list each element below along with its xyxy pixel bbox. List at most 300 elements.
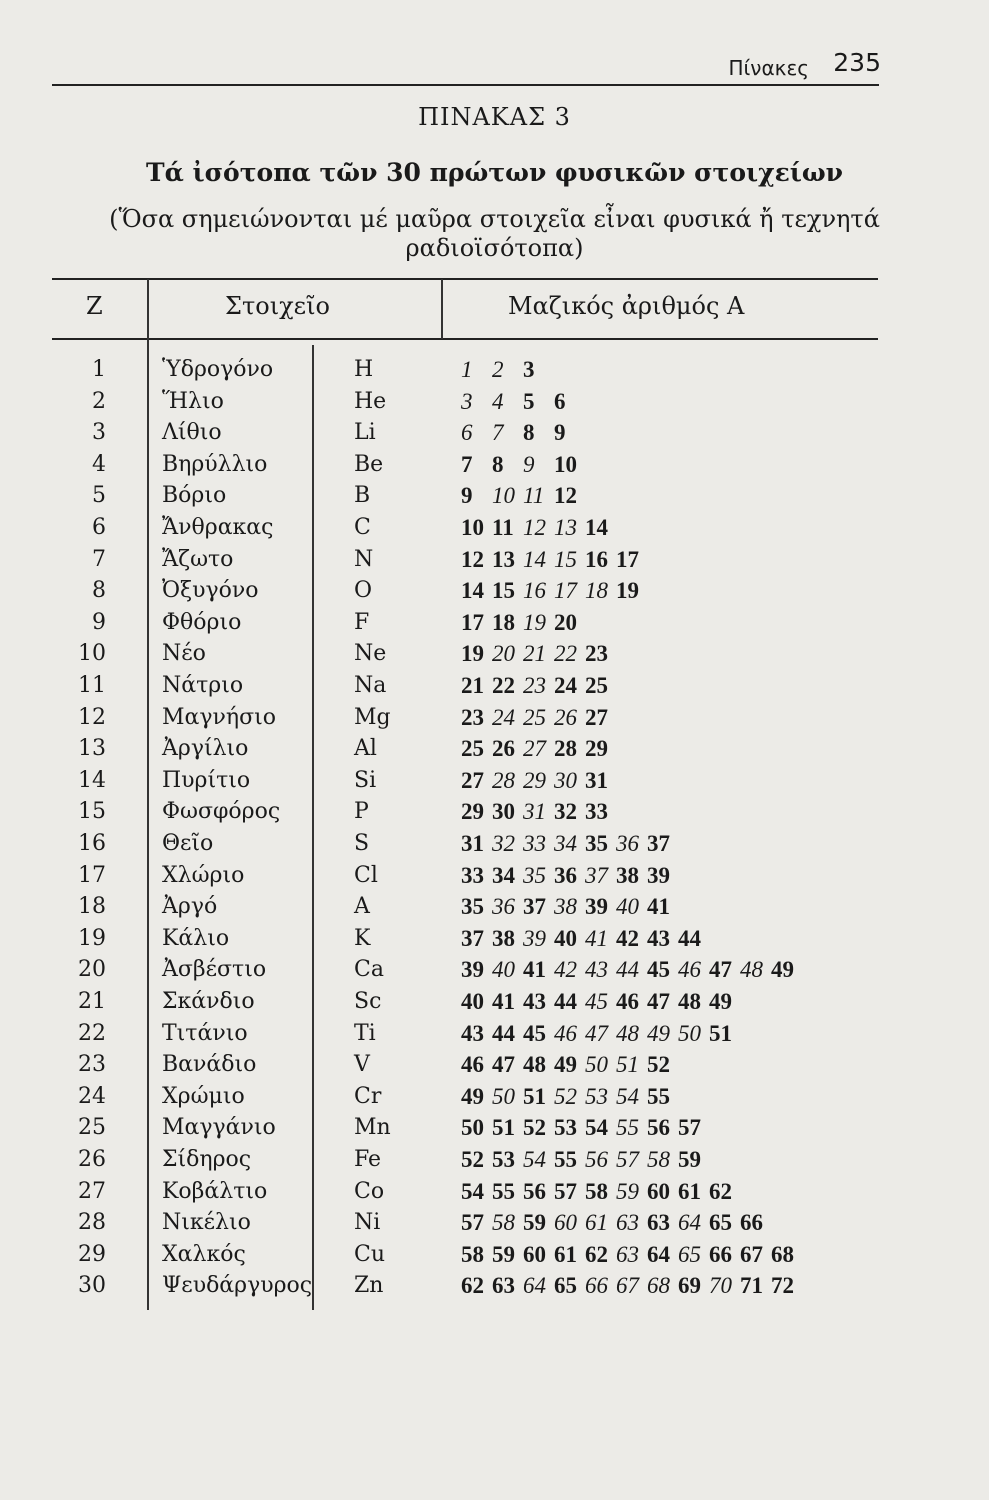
mass-number-bold: 68 [771, 1241, 794, 1267]
mass-number-bold: 66 [740, 1210, 763, 1236]
mass-number-italic: 58 [647, 1147, 670, 1172]
mass-numbers [461, 576, 647, 607]
element-name: Ψευδάργυρος [162, 1273, 313, 1299]
mass-number-bold: 62 [709, 1178, 732, 1204]
mass-number-bold: 51 [492, 1115, 515, 1141]
element-symbol: He [354, 388, 387, 414]
mass-number-bold: 44 [554, 989, 577, 1014]
mass-number-bold: 55 [492, 1178, 515, 1204]
element-symbol: Li [354, 420, 376, 446]
mass-number-bold: 10 [461, 515, 484, 540]
mass-number-bold: 53 [492, 1147, 515, 1172]
element-symbol: B [354, 483, 371, 509]
element-symbol: Mn [354, 1115, 391, 1141]
mass-number-italic: 36 [492, 894, 515, 920]
mass-number-bold: 37 [523, 894, 546, 920]
mass-number-bold: 61 [554, 1241, 577, 1267]
mass-numbers [461, 639, 616, 670]
atomic-number: 23 [78, 1052, 106, 1078]
mass-number-bold: 11 [492, 515, 514, 540]
mass-number-bold: 37 [461, 925, 484, 951]
mass-number-bold: 18 [492, 609, 515, 635]
table-row [0, 418, 989, 450]
mass-number-bold: 52 [461, 1147, 484, 1172]
element-name: Θεῖο [162, 831, 214, 856]
atomic-number: 8 [92, 578, 106, 604]
mass-number-bold: 57 [554, 1178, 577, 1204]
mass-number-bold: 9 [461, 483, 473, 509]
mass-number-bold: 38 [616, 862, 639, 888]
mass-number-italic: 33 [523, 831, 546, 856]
mass-number-bold: 44 [678, 925, 701, 951]
atomic-number: 27 [78, 1178, 106, 1204]
mass-number-bold: 56 [523, 1178, 546, 1204]
mass-numbers [461, 1208, 771, 1239]
mass-number-bold: 36 [554, 862, 577, 888]
mass-number-italic: 48 [616, 1020, 639, 1046]
element-name: Χλώριο [162, 862, 245, 888]
mass-number-italic: 26 [554, 704, 577, 730]
table-note-line-2: ραδιοϊσότοπα) [405, 234, 584, 262]
mass-numbers [461, 1113, 709, 1144]
mass-number-bold: 31 [585, 767, 608, 793]
mass-number-italic: 46 [554, 1020, 577, 1046]
mass-numbers [461, 1050, 678, 1081]
mass-number-bold: 43 [647, 925, 670, 951]
mass-numbers [461, 987, 740, 1018]
mass-number-bold: 60 [523, 1241, 546, 1267]
mass-number-bold: 47 [647, 989, 670, 1014]
atomic-number: 13 [78, 736, 106, 762]
element-symbol: O [354, 578, 373, 604]
element-name: Σίδηρος [162, 1147, 252, 1172]
element-symbol: Ne [354, 641, 387, 667]
mass-number-bold: 57 [678, 1115, 701, 1141]
mass-number-italic: 17 [554, 578, 577, 604]
mass-number-bold: 22 [492, 673, 515, 698]
mass-number-bold: 24 [554, 673, 577, 698]
table-row [0, 1113, 989, 1145]
table-row [0, 1177, 989, 1209]
mass-number-bold: 16 [585, 546, 608, 572]
atomic-number: 3 [92, 420, 106, 446]
mass-number-bold: 63 [492, 1273, 515, 1299]
atomic-number: 5 [92, 483, 106, 509]
atomic-number: 29 [78, 1241, 106, 1267]
table-row [0, 513, 989, 545]
mass-number-italic: 44 [616, 957, 639, 983]
atomic-number: 2 [92, 388, 106, 414]
table-row [0, 1019, 989, 1051]
atomic-number: 19 [78, 925, 106, 951]
mass-number-italic: 13 [554, 515, 577, 540]
atomic-number: 6 [92, 515, 106, 540]
mass-number-bold: 21 [461, 673, 484, 698]
table-row [0, 671, 989, 703]
element-symbol: K [354, 925, 371, 951]
mass-number-bold: 35 [585, 831, 608, 856]
mass-number-italic: 49 [647, 1020, 670, 1046]
atomic-number: 1 [92, 357, 106, 382]
mass-number-italic: 40 [492, 957, 515, 983]
mass-number-bold: 26 [492, 736, 515, 762]
atomic-number: 4 [92, 451, 106, 477]
mass-number-bold: 17 [616, 546, 639, 572]
mass-number-italic: 37 [585, 862, 608, 888]
element-symbol: A [354, 894, 370, 920]
mass-number-bold: 47 [492, 1052, 515, 1078]
mass-number-bold: 10 [554, 451, 577, 477]
mass-numbers [461, 481, 585, 512]
mass-number-italic: 9 [523, 451, 535, 477]
mass-number-italic: 29 [523, 767, 546, 793]
element-name: Τιτάνιο [162, 1020, 248, 1046]
element-symbol: Na [354, 673, 387, 698]
mass-number-bold: 33 [585, 799, 608, 825]
mass-number-bold: 67 [740, 1241, 763, 1267]
atomic-number: 7 [92, 546, 106, 572]
mass-number-bold: 39 [647, 862, 670, 888]
mass-number-bold: 49 [771, 957, 794, 983]
table-row [0, 987, 989, 1019]
element-name: Ἀσβέστιο [162, 957, 267, 983]
mass-number-italic: 70 [709, 1273, 732, 1299]
table-row [0, 829, 989, 861]
mass-number-italic: 28 [492, 767, 515, 793]
table-row [0, 1271, 989, 1303]
mass-number-italic: 58 [492, 1210, 515, 1236]
element-name: Ἀργό [162, 894, 218, 920]
mass-number-bold: 72 [771, 1273, 794, 1299]
mass-number-bold: 23 [585, 641, 608, 667]
mass-number-bold: 34 [492, 862, 515, 888]
mass-number-bold: 17 [461, 609, 484, 635]
element-name: Κάλιο [162, 925, 230, 951]
mass-number-italic: 3 [461, 388, 473, 414]
table-row [0, 608, 989, 640]
mass-numbers [461, 1082, 678, 1113]
element-name: Ὑδρογόνο [162, 357, 274, 382]
mass-number-italic: 46 [678, 957, 701, 983]
mass-number-bold: 29 [461, 799, 484, 825]
mass-number-bold: 66 [709, 1241, 732, 1267]
table-title: Τά ἰσότοπα τῶν 30 πρώτων φυσικῶν στοιχείων [145, 158, 844, 187]
element-symbol: H [354, 357, 374, 382]
mass-number-bold: 5 [523, 388, 535, 414]
mass-number-bold: 44 [492, 1020, 515, 1046]
mass-number-italic: 32 [492, 831, 515, 856]
mass-number-bold: 41 [523, 957, 546, 983]
mass-number-bold: 55 [647, 1083, 670, 1109]
mass-number-bold: 59 [523, 1210, 546, 1236]
mass-number-bold: 30 [492, 799, 515, 825]
mass-number-bold: 57 [461, 1210, 484, 1236]
mass-numbers [461, 418, 585, 449]
mass-number-bold: 54 [585, 1115, 608, 1141]
element-symbol: V [354, 1052, 370, 1078]
element-name: Φθόριο [162, 609, 242, 635]
mass-number-italic: 43 [585, 957, 608, 983]
mass-number-italic: 63 [616, 1210, 639, 1236]
atomic-number: 20 [78, 957, 106, 983]
element-name: Κοβάλτιο [162, 1178, 268, 1204]
table-row [0, 639, 989, 671]
mass-number-bold: 48 [523, 1052, 546, 1078]
mass-number-bold: 46 [616, 989, 639, 1014]
mass-number-italic: 48 [740, 957, 763, 983]
atomic-number: 18 [78, 894, 106, 920]
mass-numbers [461, 1177, 740, 1208]
atomic-number: 16 [78, 831, 106, 856]
column-divider-header [441, 279, 443, 339]
mass-number-bold: 46 [461, 1052, 484, 1078]
table-label: ΠΙΝΑΚΑΣ 3 [418, 103, 571, 131]
element-name: Λίθιο [162, 420, 222, 446]
mass-number-italic: 36 [616, 831, 639, 856]
mass-number-bold: 13 [492, 546, 515, 572]
atomic-number: 28 [78, 1210, 106, 1236]
table-row [0, 1240, 989, 1272]
mass-number-bold: 43 [461, 1020, 484, 1046]
mass-number-bold: 62 [461, 1273, 484, 1299]
mass-number-bold: 43 [523, 989, 546, 1014]
mass-number-bold: 9 [554, 420, 566, 446]
element-symbol: Zn [354, 1273, 384, 1299]
element-symbol: Ca [354, 957, 384, 983]
column-header-mass: Μαζικός ἀριθμός A [508, 292, 745, 320]
element-name: Ἥλιο [162, 388, 224, 414]
mass-number-bold: 52 [647, 1052, 670, 1078]
mass-number-italic: 1 [461, 357, 473, 382]
table-row [0, 734, 989, 766]
mass-number-bold: 38 [492, 925, 515, 951]
mass-number-bold: 52 [523, 1115, 546, 1141]
mass-number-bold: 40 [461, 989, 484, 1014]
mass-number-italic: 22 [554, 641, 577, 667]
mass-number-bold: 8 [523, 420, 535, 446]
mass-number-bold: 51 [523, 1083, 546, 1109]
mass-number-italic: 50 [585, 1052, 608, 1078]
mass-number-bold: 50 [461, 1115, 484, 1141]
mass-number-bold: 59 [678, 1147, 701, 1172]
mass-number-italic: 30 [554, 767, 577, 793]
mass-number-bold: 41 [647, 894, 670, 920]
element-symbol: Sc [354, 989, 382, 1014]
mass-number-italic: 57 [616, 1147, 639, 1172]
mass-numbers [461, 1240, 802, 1271]
element-name: Ὀξυγόνο [162, 578, 259, 604]
mass-numbers [461, 450, 585, 481]
mass-number-bold: 41 [492, 989, 515, 1014]
mass-number-italic: 55 [616, 1115, 639, 1141]
column-header-z: Z [86, 292, 103, 320]
mass-number-italic: 20 [492, 641, 515, 667]
mass-numbers [461, 766, 616, 797]
mass-number-italic: 51 [616, 1052, 639, 1078]
mass-number-bold: 37 [647, 831, 670, 856]
mass-number-italic: 42 [554, 957, 577, 983]
atomic-number: 26 [78, 1147, 106, 1172]
mass-number-italic: 6 [461, 420, 473, 446]
element-name: Ἄνθρακας [162, 515, 274, 540]
mass-number-bold: 12 [554, 483, 577, 509]
table-row [0, 924, 989, 956]
mass-number-bold: 27 [461, 767, 484, 793]
mass-number-bold: 47 [709, 957, 732, 983]
element-symbol: Ni [354, 1210, 381, 1236]
mass-number-bold: 54 [461, 1178, 484, 1204]
mass-number-bold: 62 [585, 1241, 608, 1267]
element-symbol: Mg [354, 704, 391, 730]
mass-number-italic: 10 [492, 483, 515, 509]
mass-number-italic: 12 [523, 515, 546, 540]
atomic-number: 21 [78, 989, 106, 1014]
mass-number-italic: 61 [585, 1210, 608, 1236]
mass-numbers [461, 829, 678, 860]
page-number: 235 [833, 48, 881, 77]
mass-number-bold: 65 [709, 1210, 732, 1236]
element-symbol: S [354, 831, 370, 856]
mass-number-italic: 14 [523, 546, 546, 572]
mass-numbers [461, 703, 616, 734]
mass-number-bold: 19 [616, 578, 639, 604]
mass-number-italic: 34 [554, 831, 577, 856]
mass-numbers [461, 387, 585, 418]
mass-number-bold: 58 [461, 1241, 484, 1267]
mass-number-bold: 14 [461, 578, 484, 604]
mass-number-bold: 23 [461, 704, 484, 730]
mass-number-italic: 21 [523, 641, 546, 667]
atomic-number: 11 [78, 673, 106, 698]
mass-numbers [461, 545, 647, 576]
element-symbol: F [354, 609, 370, 635]
mass-number-italic: 39 [523, 925, 546, 951]
mass-number-bold: 35 [461, 894, 484, 920]
mass-number-italic: 25 [523, 704, 546, 730]
mass-numbers [461, 513, 616, 544]
mass-numbers [461, 1145, 709, 1176]
element-symbol: N [354, 546, 374, 572]
table-note-line-1: (Ὅσα σημειώνονται μέ μαῦρα στοιχεῖα εἶναι φυσικά ἤ τεχνητά [109, 205, 880, 233]
atomic-number: 9 [92, 609, 106, 635]
header-rule [52, 84, 879, 86]
element-name: Βανάδιο [162, 1052, 257, 1078]
mass-number-bold: 60 [647, 1178, 670, 1204]
mass-number-bold: 45 [523, 1020, 546, 1046]
mass-number-italic: 24 [492, 704, 515, 730]
mass-number-bold: 49 [554, 1052, 577, 1078]
element-name: Ἄζωτο [162, 546, 234, 572]
mass-number-italic: 40 [616, 894, 639, 920]
mass-number-bold: 3 [523, 357, 535, 382]
mass-number-bold: 12 [461, 546, 484, 572]
mass-numbers [461, 355, 554, 386]
table-header-rule [52, 338, 878, 340]
mass-number-italic: 47 [585, 1020, 608, 1046]
mass-number-bold: 40 [554, 925, 577, 951]
mass-numbers [461, 671, 616, 702]
element-symbol: Fe [354, 1147, 382, 1172]
element-symbol: Be [354, 451, 384, 477]
table-row [0, 545, 989, 577]
element-name: Πυρίτιο [162, 767, 251, 793]
element-symbol: Cl [354, 862, 378, 888]
mass-number-bold: 27 [585, 704, 608, 730]
atomic-number: 17 [78, 862, 106, 888]
mass-number-italic: 64 [523, 1273, 546, 1299]
mass-number-italic: 41 [585, 925, 608, 951]
mass-numbers [461, 608, 585, 639]
mass-number-bold: 8 [492, 451, 504, 477]
element-name: Μαγνήσιο [162, 704, 276, 730]
mass-numbers [461, 1271, 802, 1302]
element-symbol: Si [354, 767, 377, 793]
atomic-number: 14 [78, 767, 106, 793]
mass-number-bold: 65 [554, 1273, 577, 1299]
mass-number-bold: 29 [585, 736, 608, 762]
table-row [0, 861, 989, 893]
mass-number-bold: 51 [709, 1020, 732, 1046]
mass-number-bold: 32 [554, 799, 577, 825]
atomic-number: 25 [78, 1115, 106, 1141]
atomic-number: 10 [78, 641, 106, 667]
mass-number-italic: 45 [585, 989, 608, 1014]
mass-number-bold: 45 [647, 957, 670, 983]
mass-number-bold: 14 [585, 515, 608, 540]
table-row [0, 1082, 989, 1114]
mass-number-bold: 15 [492, 578, 515, 604]
mass-number-italic: 4 [492, 388, 504, 414]
mass-number-italic: 65 [678, 1241, 701, 1267]
element-name: Νικέλιο [162, 1210, 251, 1236]
element-name: Ἀργίλιο [162, 736, 249, 762]
element-name: Μαγγάνιο [162, 1115, 276, 1141]
mass-numbers [461, 924, 709, 955]
mass-number-bold: 49 [461, 1083, 484, 1109]
element-name: Σκάνδιο [162, 989, 255, 1014]
atomic-number: 22 [78, 1020, 106, 1046]
table-row [0, 766, 989, 798]
mass-number-bold: 42 [616, 925, 639, 951]
mass-number-bold: 58 [585, 1178, 608, 1204]
table-row [0, 1208, 989, 1240]
mass-numbers [461, 892, 678, 923]
mass-number-bold: 25 [585, 673, 608, 698]
mass-number-bold: 69 [678, 1273, 701, 1299]
element-name: Χρώμιο [162, 1083, 245, 1109]
mass-number-bold: 61 [678, 1178, 701, 1204]
mass-number-italic: 7 [492, 420, 504, 446]
mass-number-italic: 54 [523, 1147, 546, 1172]
element-name: Νέο [162, 641, 206, 667]
element-symbol: Ti [354, 1020, 376, 1046]
mass-number-italic: 16 [523, 578, 546, 604]
mass-number-bold: 20 [554, 609, 577, 635]
table-row [0, 576, 989, 608]
mass-number-italic: 15 [554, 546, 577, 572]
element-name: Βηρύλλιο [162, 451, 268, 477]
mass-number-italic: 18 [585, 578, 608, 604]
mass-number-bold: 63 [647, 1210, 670, 1236]
mass-number-italic: 35 [523, 862, 546, 888]
mass-number-italic: 56 [585, 1147, 608, 1172]
mass-number-italic: 52 [554, 1083, 577, 1109]
mass-numbers [461, 861, 678, 892]
atomic-number: 30 [78, 1273, 106, 1299]
mass-number-italic: 67 [616, 1273, 639, 1299]
mass-number-bold: 48 [678, 989, 701, 1014]
table-row [0, 955, 989, 987]
